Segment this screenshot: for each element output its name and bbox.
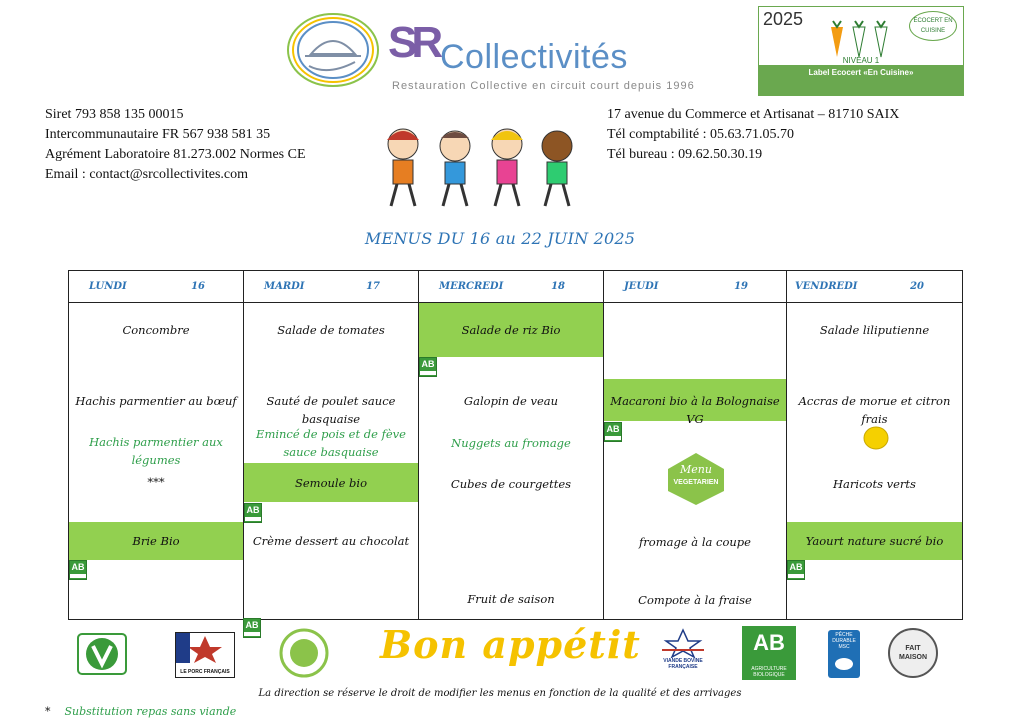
menu-starter: Salade liliputienne (819, 323, 930, 337)
porc-star-icon (176, 633, 234, 663)
msc-logo (828, 630, 860, 678)
phone-accounting: Tél comptabilité : 05.63.71.05.70 (607, 127, 795, 142)
brand-name: Collectivités (440, 38, 628, 76)
menu-dairy: fromage à la coupe (639, 535, 751, 549)
ab-large-text: AB (753, 630, 785, 655)
menu-vegetarian: Nuggets au fromage (451, 436, 571, 450)
ecocert-year: 2025 (763, 9, 804, 29)
menu-main: Macaroni bio à la Bolognaise VG (610, 394, 780, 426)
day-header (69, 271, 243, 303)
menu-side: Semoule bio (294, 476, 368, 490)
footnote-mark: * (45, 705, 51, 718)
disclaimer: La direction se réserve le droit de modifier les menus en fonction de la qualité et des arrivages (258, 688, 742, 699)
day-header (244, 271, 418, 303)
agri-bio-label: AGRICULTURE BIOLOGIQUE (751, 666, 787, 678)
day-name: MERCREDI (439, 281, 504, 292)
menu-main: Accras de morue et citron frais (798, 394, 951, 426)
day-name: MARDI (264, 281, 305, 292)
porc-label: LE PORC FRANÇAIS (180, 669, 230, 675)
ecocert-badge: ECOCERT EN CUISINE (909, 11, 957, 41)
vat-number: Intercommunautaire FR 567 938 581 35 (45, 127, 271, 142)
menu-main: Hachis parmentier au bœuf (75, 394, 237, 408)
lab-approval: Agrément Laboratoire 81.273.002 Normes CE (45, 147, 306, 162)
ab-organic-icon: AB (604, 422, 622, 442)
day-column-vendredi (787, 271, 962, 619)
footnote-text: Substitution repas sans viande (64, 705, 237, 718)
menu-dairy: Brie Bio (132, 534, 180, 548)
viande-label: VIANDE BOVINE FRANÇAISE (663, 658, 703, 670)
day-date: 18 (551, 281, 565, 292)
phone-office: Tél bureau : 09.62.50.30.19 (607, 147, 763, 162)
menu-starter: Concombre (122, 323, 190, 337)
day-header (787, 271, 962, 303)
kids-illustration (373, 120, 593, 215)
footnote (45, 705, 236, 718)
menu-dairy: Crème dessert au chocolat (252, 534, 410, 548)
ecocert-strip (759, 65, 963, 95)
menu-main: Sauté de poulet sauce basquaise (266, 394, 396, 426)
menu-starter: Salade de tomates (277, 323, 385, 337)
bon-appetit: Bon appétit (380, 622, 641, 667)
company-info-right (607, 105, 899, 165)
siret: Siret 793 858 135 00015 (45, 107, 184, 122)
ab-organic-icon: AB (419, 357, 437, 377)
day-column-lundi (69, 271, 244, 619)
menu-side: *** (147, 475, 165, 489)
ab-organic-icon: AB (787, 560, 805, 580)
ab-organic-icon: AB (243, 618, 261, 638)
menu-title: MENUS DU 16 au 22 JUIN 2025 (364, 229, 636, 248)
day-name: VENDREDI (795, 281, 858, 292)
msc-label: PÊCHE DURABLE MSC (832, 632, 856, 650)
day-date: 20 (910, 281, 924, 292)
porc-francais-logo (175, 632, 235, 678)
day-column-mardi (244, 271, 419, 619)
lemon-icon (861, 425, 891, 451)
day-column-jeudi (604, 271, 787, 619)
menu-vegetarian: Hachis parmentier aux légumes (89, 435, 223, 467)
day-header (419, 271, 603, 303)
menu-starter: Salade de riz Bio (461, 323, 561, 337)
menu-main: Galopin de veau (463, 394, 559, 408)
menu-dairy: Yaourt nature sucré bio (805, 534, 944, 548)
carrots-icon (823, 17, 893, 61)
ecocert-label (758, 6, 964, 96)
ecocert-level: NIVEAU 1 (842, 56, 880, 65)
brand-initials: SR (388, 18, 438, 67)
day-date: 16 (191, 281, 205, 292)
cloche-icon (283, 10, 383, 90)
day-column-mercredi (419, 271, 604, 619)
fait-maison-logo (888, 628, 938, 678)
day-name: JEUDI (624, 281, 659, 292)
company-info-left (45, 105, 306, 185)
day-header (604, 271, 786, 303)
fait-maison-label: FAIT MAISON (899, 645, 927, 661)
menu-veg-word1: Menu (680, 463, 712, 476)
menu-veg-word2: VEGETARIEN (673, 479, 719, 486)
ab-organic-icon: AB (244, 503, 262, 523)
menu-table (68, 270, 963, 620)
menu-vegetarien-badge (664, 451, 728, 507)
viande-bovine-logo (654, 628, 712, 674)
ecolabel-round-icon (277, 628, 331, 678)
address: 17 avenue du Commerce et Artisanat – 81710 SAIX (607, 107, 900, 122)
menu-vegetarian: Emincé de pois et de fève sauce basquaise (256, 427, 406, 459)
day-date: 19 (734, 281, 748, 292)
menu-side: Cubes de courgettes (450, 477, 572, 491)
viande-star-icon (654, 628, 712, 658)
menu-dessert: Fruit de saison (467, 592, 555, 606)
agriculture-biologique-logo (742, 626, 796, 680)
brand-tagline: Restauration Collective en circuit court depuis 1996 (392, 80, 695, 92)
ab-organic-icon: AB (69, 560, 87, 580)
menu-side: Haricots verts (833, 477, 916, 491)
email: Email : contact@srcollectivites.com (45, 167, 248, 182)
ecocert-strip-label: Label Ecocert «En Cuisine» (808, 68, 914, 77)
vegan-v-icon (76, 632, 128, 676)
menu-dessert: Compote à la fraise (638, 593, 752, 607)
fish-icon (828, 654, 860, 674)
day-name: LUNDI (89, 281, 127, 292)
day-date: 17 (366, 281, 380, 292)
